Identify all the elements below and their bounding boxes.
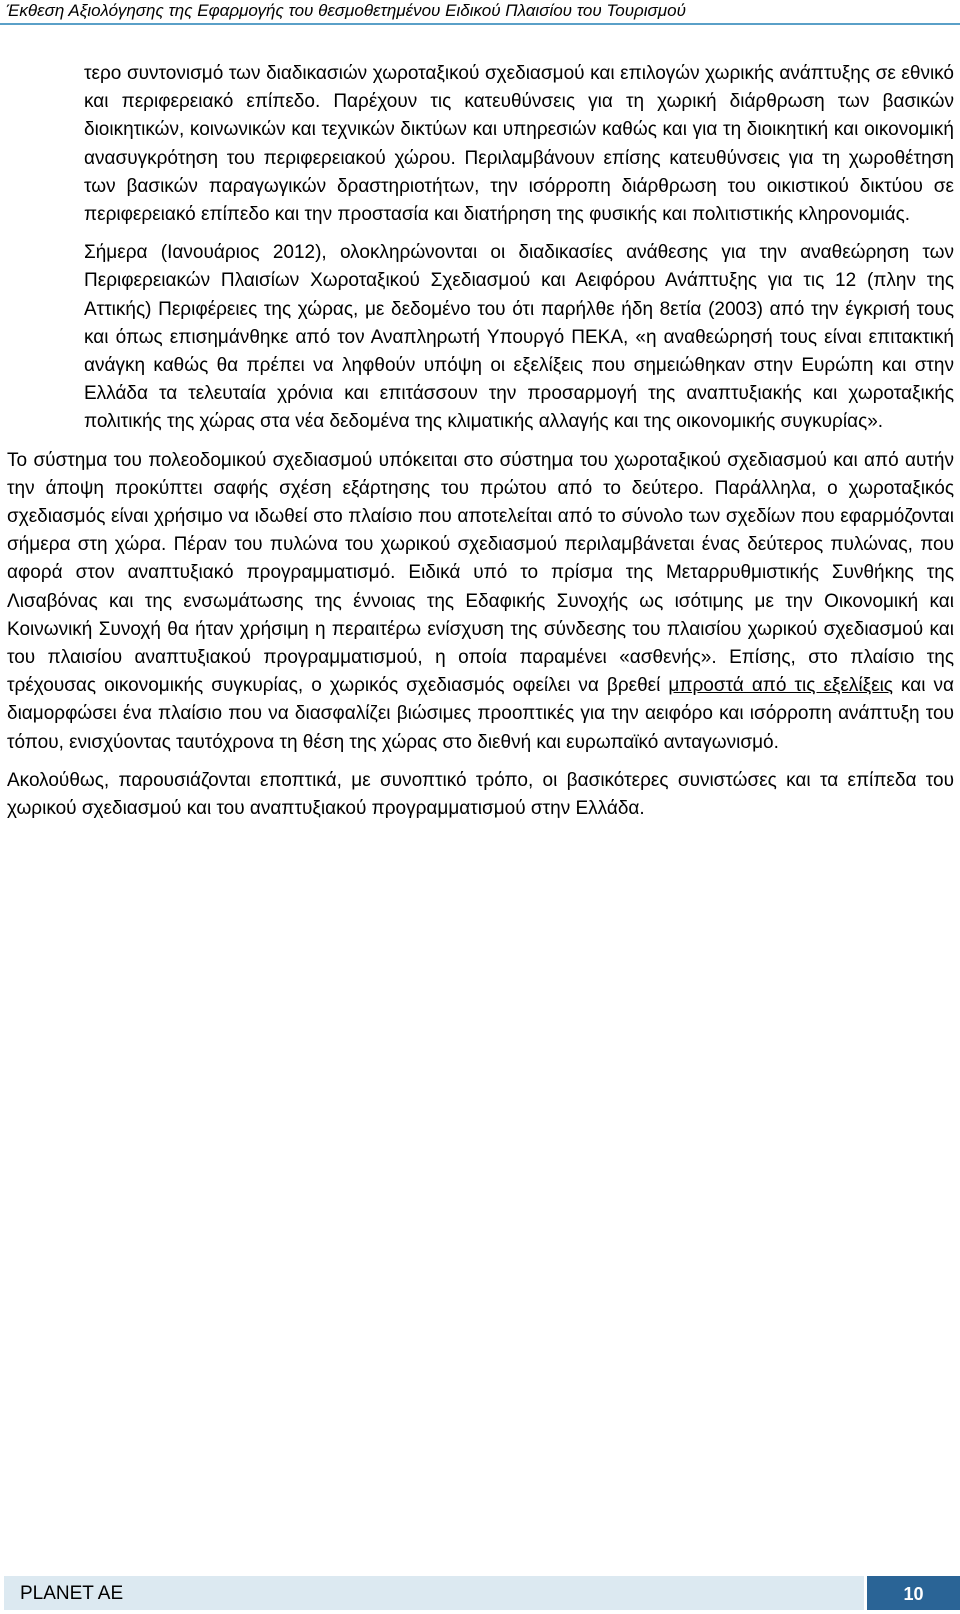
footer-bar bbox=[4, 1576, 864, 1610]
page-footer bbox=[0, 1576, 960, 1610]
paragraph-text: και να διαμορφώσει ένα πλαίσιο που να διασφαλίζει βιώσιμες προοπτικές για την αειφόρο και ισόρροπη ανάπτυξη του τόπου, ενισχύοντας ταυτόχρονα τη θέση της χώρας στο διεθνή και ευρωπαϊκό ανταγωνισμό. bbox=[7, 675, 954, 753]
page-number: 10 bbox=[903, 1584, 924, 1604]
paragraph-overview: Ακολούθως, παρουσιάζονται εποπτικά, με συνοπτικό τρόπο, οι βασικότερες συνιστώσες και τα επίπεδα του χωρικού σχεδιασμού και του αναπτυξιακού προγραμματισμού στην Ελλάδα. bbox=[7, 769, 954, 820]
underlined-phrase: μπροστά από τις εξελίξεις bbox=[668, 675, 893, 697]
paragraph-planning-system bbox=[7, 447, 954, 757]
page-header bbox=[0, 0, 960, 26]
page-number-box bbox=[867, 1576, 960, 1610]
document-title: Έκθεση Αξιολόγησης της Εφαρμογής του θεσμοθετημένου Ειδικού Πλαισίου του Τουρισμού bbox=[6, 1, 686, 20]
page-body bbox=[0, 60, 960, 823]
company-name: PLANET AE bbox=[20, 1583, 124, 1604]
paragraph-regional-frameworks: τερο συντονισμό των διαδικασιών χωροταξικού σχεδιασμού και επιλογών χωρικής ανάπτυξης σε εθνικό και περιφερειακό επίπεδο. Παρέχουν τις κατευθύνσεις για τη χωρική διάρθρωση των βασικών διοικητικών, κοινωνικών και τεχνικών δικτύων και υπηρεσιών καθώς και για τη διοικητική και οικονομική ανασυγκρότηση του περιφερειακού χώρου. Περιλαμβάνουν επίσης κατευθύνσεις για τη χωροθέτηση των βασικών παραγωγικών δραστηριοτήτων, την ισόρροπη διάρθρωση του οικιστικού δικτύου σε περιφερειακό επίπεδο και την προστασία και διατήρηση της φυσικής και πολιτιστικής κληρονομιάς. bbox=[84, 63, 954, 226]
paragraph-text: Το σύστημα του πολεοδομικού σχεδιασμού υπόκειται στο σύστημα του χωροταξικού σχεδιασμού και από αυτήν την άποψη προκύπτει σαφής σχέση εξάρτησης του πρώτου από το δεύτερο. Παράλληλα, ο χωροταξικός σχεδιασμός είναι χρήσιμο να ιδωθεί στο πλαίσιο που αποτελείται από το σύνολο των σχεδίων που εφαρμόζονται σήμερα στη χώρα. Πέραν του πυλώνα του χωρικού σχεδιασμού περιλαμβάνεται ένας δεύτερος πυλώνας, που αφορά στον αναπτυξιακό προγραμματισμό. Ειδικά υπό το πρίσμα της Μεταρρυθμιστικής Συνθήκης της Λισαβόνας και της ενσωμάτωσης της έννοιας της Εδαφικής Συνοχής ως ισότιμης με την Οικονομική και Κοινωνική Συνοχή θα ήταν χρήσιμη η περαιτέρω ενίσχυση της σύνδεσης του πλαισίου χωρικού σχεδιασμού και του πλαισίου αναπτυξιακού προγραμματισμού, η οποία παραμένει «ασθενής». Επίσης, στο πλαίσιο της τρέχουσας οικονομικής συγκυρίας, ο χωρικός σχεδιασμός οφείλει να βρεθεί bbox=[7, 449, 954, 697]
paragraph-revision-2012: Σήμερα (Ιανουάριος 2012), ολοκληρώνονται οι διαδικασίες ανάθεσης για την αναθεώρηση των Περιφερειακών Πλαισίων Χωροταξικού Σχεδιασμού και Αειφόρου Ανάπτυξης για τις 12 (πλην της Αττικής) Περιφέρειες της χώρας, με δεδομένο του ότι παρήλθε ήδη 8ετία (2003) από την έγκρισή τους και όπως επισημάνθηκε από τον Αναπληρωτή Υπουργό ΠΕΚΑ, «η αναθεώρησή τους είναι επιτακτική ανάγκη καθώς θα πρέπει να ληφθούν υπόψη οι εξελίξεις που σημειώθηκαν στην Ευρώπη και στην Ελλάδα τα τελευταία χρόνια και επιτάσσουν την προσαρμογή της αναπτυξιακής και χωροταξικής πολιτικής της χώρας στα νέα δεδομένα της κλιματικής αλλαγής και της οικονομικής συγκυρίας». bbox=[84, 242, 954, 433]
header-divider bbox=[0, 23, 960, 25]
